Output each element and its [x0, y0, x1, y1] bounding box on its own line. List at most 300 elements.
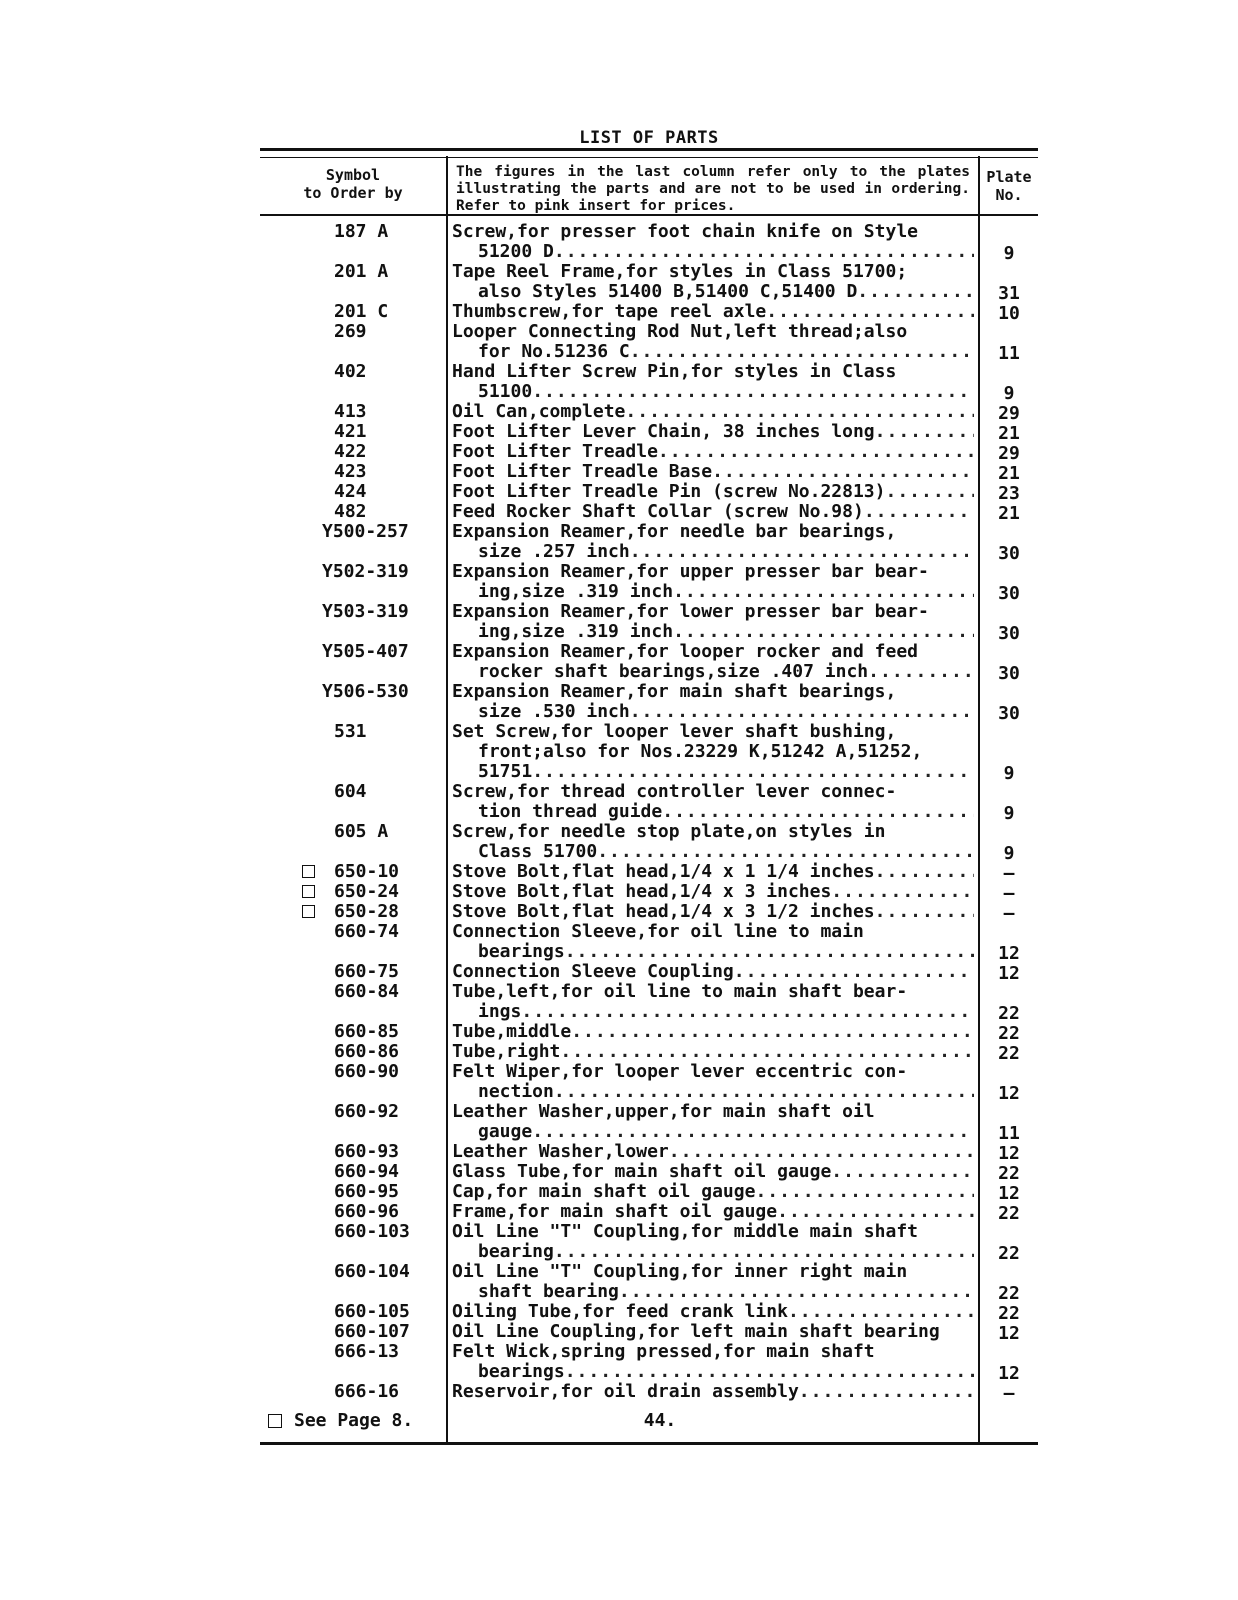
description-text: Thumbscrew,for tape reel axle: [452, 302, 767, 322]
parts-table: [260, 156, 1038, 1445]
dot-leader: [658, 442, 974, 462]
plate-number: 12: [998, 1323, 1020, 1344]
plate-number: 22: [998, 1003, 1020, 1024]
part-description: [452, 882, 974, 902]
dot-leader: [875, 902, 974, 922]
description-line: [452, 942, 974, 962]
part-symbol: 421: [334, 421, 367, 442]
part-description: [452, 1302, 974, 1322]
description-text: Oil Line Coupling,for left main shaft bearing: [452, 1322, 940, 1342]
description-text: Looper Connecting Rod Nut,left thread;also: [452, 322, 908, 342]
table-row: [260, 1102, 1038, 1142]
page-title: LIST OF PARTS: [579, 128, 719, 148]
table-row: [260, 1022, 1038, 1042]
description-text: Foot Lifter Lever Chain, 38 inches long: [452, 422, 875, 442]
table-row: [260, 1262, 1038, 1302]
plate-number: 12: [998, 943, 1020, 964]
description-line: [452, 482, 974, 502]
part-symbol: 531: [334, 721, 367, 742]
description-text: Oiling Tube,for feed crank link: [452, 1302, 788, 1322]
description-line: [452, 682, 974, 702]
plate-number: 12: [998, 1143, 1020, 1164]
dot-leader: [799, 1382, 974, 1402]
description-text: Felt Wick,spring pressed,for main shaft: [452, 1342, 875, 1362]
part-description: [452, 422, 974, 442]
description-text: bearing: [478, 1242, 554, 1262]
header-plate: Plate No.: [986, 168, 1032, 204]
dot-leader: [875, 862, 974, 882]
description-text: bearings: [478, 942, 565, 962]
description-text: Expansion Reamer,for upper presser bar bear-: [452, 562, 929, 582]
part-symbol: 269: [334, 321, 367, 342]
part-description: [452, 1142, 974, 1162]
dot-leader: [521, 1002, 974, 1022]
description-text: Expansion Reamer,for main shaft bearings,: [452, 682, 897, 702]
part-symbol: 666-16: [334, 1381, 400, 1402]
description-text: Leather Washer,upper,for main shaft oil: [452, 1102, 875, 1122]
dot-leader: [857, 282, 974, 302]
description-line: [452, 342, 974, 362]
description-line: [452, 362, 974, 382]
part-symbol: 660-103: [334, 1221, 410, 1242]
description-line: [452, 582, 974, 602]
table-row: [260, 982, 1038, 1022]
part-symbol: 424: [334, 481, 367, 502]
description-line: [452, 782, 974, 802]
description-line: [452, 502, 974, 522]
description-text: rocker shaft bearings,size .407 inch: [478, 662, 869, 682]
plate-number: 21: [998, 423, 1020, 444]
description-text: Stove Bolt,flat head,1/4 x 3 1/2 inches: [452, 902, 875, 922]
dot-leader: [554, 1242, 974, 1262]
table-row: [260, 922, 1038, 962]
table-row: [260, 962, 1038, 982]
part-description: [452, 362, 974, 402]
plate-number: 29: [998, 403, 1020, 424]
part-symbol: 482: [334, 501, 367, 522]
description-line: [452, 642, 974, 662]
part-symbol: Y502-319: [322, 561, 409, 582]
table-row: [260, 882, 1038, 902]
description-text: Glass Tube,for main shaft oil gauge: [452, 1162, 832, 1182]
table-row: [260, 1222, 1038, 1262]
description-line: [452, 1002, 974, 1022]
part-symbol: 660-107: [334, 1321, 410, 1342]
description-line: [452, 282, 974, 302]
description-text: Frame,for main shaft oil gauge: [452, 1202, 778, 1222]
description-text: ing,size .319 inch: [478, 622, 674, 642]
description-line: [452, 662, 974, 682]
description-line: [452, 402, 974, 422]
dot-leader: [625, 402, 974, 422]
plate-number: —: [1003, 1383, 1015, 1404]
table-row: [260, 1162, 1038, 1182]
part-description: [452, 1202, 974, 1222]
part-symbol: 650-10: [334, 861, 400, 882]
description-line: [452, 1282, 974, 1302]
description-line: [452, 442, 974, 462]
part-symbol: 187 A: [334, 221, 389, 242]
part-description: [452, 1062, 974, 1102]
description-text: Expansion Reamer,for looper rocker and feed: [452, 642, 918, 662]
dot-leader: [571, 1022, 974, 1042]
part-description: [452, 502, 974, 522]
table-row: [260, 402, 1038, 422]
part-description: [452, 1182, 974, 1202]
part-description: [452, 982, 974, 1022]
dot-leader: [630, 342, 974, 362]
checkbox-square-icon: [302, 905, 315, 918]
description-line: [452, 1182, 974, 1202]
part-description: [452, 1162, 974, 1182]
dot-leader: [777, 1202, 974, 1222]
checkbox-square-icon: [268, 1414, 282, 1428]
plate-number: 30: [998, 703, 1020, 724]
part-symbol: 660-84: [334, 981, 400, 1002]
table-row: [260, 562, 1038, 602]
part-description: [452, 1382, 974, 1402]
footer-note-text: See Page 8.: [294, 1410, 414, 1431]
description-text: Foot Lifter Treadle: [452, 442, 658, 462]
description-text: Connection Sleeve Coupling: [452, 962, 734, 982]
part-symbol: Y506-530: [322, 681, 409, 702]
description-text: ing,size .319 inch: [478, 582, 674, 602]
description-text: front;also for Nos.23229 K,51242 A,51252,: [478, 742, 923, 762]
dot-leader: [532, 762, 974, 782]
description-text: for No.51236 C: [478, 342, 630, 362]
description-line: [452, 862, 974, 882]
table-row: [260, 462, 1038, 482]
table-row: [260, 682, 1038, 722]
description-text: gauge: [478, 1122, 533, 1142]
description-line: [452, 702, 974, 722]
table-row: [260, 1142, 1038, 1162]
dot-leader: [788, 1302, 974, 1322]
dot-leader: [734, 962, 974, 982]
dot-leader: [532, 1122, 974, 1142]
table-row: [260, 1042, 1038, 1062]
description-line: [452, 1322, 974, 1342]
part-symbol: Y503-319: [322, 601, 409, 622]
part-description: [452, 1042, 974, 1062]
dot-leader: [597, 842, 974, 862]
dot-leader: [565, 942, 974, 962]
table-row: [260, 302, 1038, 322]
plate-number: 21: [998, 503, 1020, 524]
table-row: [260, 322, 1038, 362]
part-description: [452, 222, 974, 262]
table-row: [260, 902, 1038, 922]
part-symbol: 604: [334, 781, 367, 802]
plate-number: 30: [998, 623, 1020, 644]
description-line: [452, 262, 974, 282]
part-symbol: 605 A: [334, 821, 389, 842]
part-symbol: 423: [334, 461, 367, 482]
description-text: Expansion Reamer,for needle bar bearings,: [452, 522, 897, 542]
plate-number: 31: [998, 283, 1020, 304]
plate-number: 30: [998, 543, 1020, 564]
part-description: [452, 682, 974, 722]
plate-number: 30: [998, 663, 1020, 684]
dot-leader: [662, 802, 974, 822]
description-line: [452, 742, 974, 762]
part-description: [452, 322, 974, 362]
description-text: Tube,left,for oil line to main shaft bear-: [452, 982, 908, 1002]
part-symbol: 660-94: [334, 1161, 400, 1182]
dot-leader: [885, 482, 974, 502]
dot-leader: [755, 1182, 974, 1202]
description-line: [452, 462, 974, 482]
description-line: [452, 562, 974, 582]
description-text: Screw,for needle stop plate,on styles in: [452, 822, 886, 842]
part-symbol: 402: [334, 361, 367, 382]
dot-leader: [565, 1362, 974, 1382]
plate-number: 9: [1003, 803, 1015, 824]
part-symbol: 666-13: [334, 1341, 400, 1362]
description-line: [452, 842, 974, 862]
table-row: [260, 482, 1038, 502]
table-row: [260, 522, 1038, 562]
table-row: [260, 222, 1038, 262]
dot-leader: [560, 1042, 974, 1062]
part-description: [452, 1342, 974, 1382]
part-description: [452, 402, 974, 422]
description-text: Felt Wiper,for looper lever eccentric con-: [452, 1062, 908, 1082]
table-row: [260, 642, 1038, 682]
description-line: [452, 222, 974, 242]
description-text: 51200 D: [478, 242, 554, 262]
description-line: [452, 1062, 974, 1082]
table-body: [260, 222, 1038, 1402]
part-symbol: 660-74: [334, 921, 400, 942]
plate-number: 29: [998, 443, 1020, 464]
part-symbol: 660-105: [334, 1301, 410, 1322]
plate-number: 22: [998, 1303, 1020, 1324]
description-line: [452, 762, 974, 782]
table-row: [260, 862, 1038, 882]
description-line: [452, 1202, 974, 1222]
description-line: [452, 882, 974, 902]
description-text: bearings: [478, 1362, 565, 1382]
part-description: [452, 522, 974, 562]
description-text: Class 51700: [478, 842, 598, 862]
part-description: [452, 1262, 974, 1302]
checkbox-square-icon: [302, 885, 315, 898]
part-description: [452, 862, 974, 882]
checkbox-square-icon: [302, 865, 315, 878]
description-text: tion thread guide: [478, 802, 663, 822]
table-row: [260, 1062, 1038, 1102]
description-text: Connection Sleeve,for oil line to main: [452, 922, 864, 942]
part-description: [452, 482, 974, 502]
part-symbol: 660-75: [334, 961, 400, 982]
plate-number: 22: [998, 1243, 1020, 1264]
description-text: Tape Reel Frame,for styles in Class 51700;: [452, 262, 908, 282]
description-text: size .257 inch: [478, 542, 630, 562]
part-symbol: 660-86: [334, 1041, 400, 1062]
plate-number: 9: [1003, 243, 1015, 264]
dot-leader: [532, 382, 974, 402]
dot-leader: [868, 662, 974, 682]
description-text: Cap,for main shaft oil gauge: [452, 1182, 756, 1202]
description-text: Screw,for presser foot chain knife on Style: [452, 222, 918, 242]
description-text: Leather Washer,lower: [452, 1142, 669, 1162]
dot-leader: [712, 462, 974, 482]
part-symbol: Y505-407: [322, 641, 409, 662]
description-line: [452, 422, 974, 442]
table-row: [260, 602, 1038, 642]
description-text: size .530 inch: [478, 702, 630, 722]
description-line: [452, 1142, 974, 1162]
plate-number: 22: [998, 1163, 1020, 1184]
table-row: [260, 1342, 1038, 1382]
part-description: [452, 822, 974, 862]
description-line: [452, 802, 974, 822]
table-row: [260, 362, 1038, 402]
part-symbol: 660-93: [334, 1141, 400, 1162]
plate-number: 12: [998, 1183, 1020, 1204]
part-symbol: 201 C: [334, 301, 389, 322]
description-text: Set Screw,for looper lever shaft bushing,: [452, 722, 897, 742]
description-line: [452, 982, 974, 1002]
part-symbol: 660-90: [334, 1061, 400, 1082]
description-line: [452, 1302, 974, 1322]
dot-leader: [630, 702, 974, 722]
description-line: [452, 522, 974, 542]
table-row: [260, 822, 1038, 862]
description-line: [452, 1262, 974, 1282]
plate-number: 12: [998, 1083, 1020, 1104]
plate-number: 12: [998, 963, 1020, 984]
dot-leader: [831, 882, 974, 902]
part-symbol: Y500-257: [322, 521, 409, 542]
part-description: [452, 602, 974, 642]
description-text: Screw,for thread controller lever connec-: [452, 782, 897, 802]
dot-leader: [673, 582, 974, 602]
description-text: Expansion Reamer,for lower presser bar bear-: [452, 602, 929, 622]
description-line: [452, 962, 974, 982]
description-text: also Styles 51400 B,51400 C,51400 D: [478, 282, 858, 302]
dot-leader: [875, 422, 974, 442]
description-line: [452, 1242, 974, 1262]
plate-number: 9: [1003, 843, 1015, 864]
part-description: [452, 782, 974, 822]
description-line: [452, 1222, 974, 1242]
part-symbol: 660-85: [334, 1021, 400, 1042]
description-text: 51751: [478, 762, 533, 782]
part-symbol: 660-104: [334, 1261, 410, 1282]
part-symbol: 413: [334, 401, 367, 422]
plate-number: 11: [998, 343, 1020, 364]
part-description: [452, 1022, 974, 1042]
description-line: [452, 602, 974, 622]
footer-note: [268, 1410, 413, 1431]
description-text: nection: [478, 1082, 554, 1102]
header-symbol: Symbol to Order by: [303, 166, 403, 202]
plate-number: 23: [998, 483, 1020, 504]
description-line: [452, 1382, 974, 1402]
description-line: [452, 1042, 974, 1062]
description-line: [452, 1122, 974, 1142]
part-description: [452, 642, 974, 682]
dot-leader: [630, 542, 974, 562]
table-row: [260, 422, 1038, 442]
part-description: [452, 962, 974, 982]
plate-number: 9: [1003, 383, 1015, 404]
dot-leader: [554, 242, 974, 262]
plate-number: 22: [998, 1043, 1020, 1064]
dot-leader: [864, 502, 974, 522]
description-line: [452, 1362, 974, 1382]
plate-number: 10: [998, 303, 1020, 324]
table-row: [260, 1322, 1038, 1342]
plate-number: 21: [998, 463, 1020, 484]
plate-number: —: [1003, 863, 1015, 884]
part-symbol: 422: [334, 441, 367, 462]
description-line: [452, 1342, 974, 1362]
description-text: Reservoir,for oil drain assembly: [452, 1382, 799, 1402]
description-text: Oil Line "T" Coupling,for inner right main: [452, 1262, 908, 1282]
description-line: [452, 322, 974, 342]
plate-number: 11: [998, 1123, 1020, 1144]
plate-number: —: [1003, 903, 1015, 924]
part-description: [452, 1222, 974, 1262]
description-text: Oil Line "T" Coupling,for middle main shaft: [452, 1222, 918, 1242]
description-line: [452, 902, 974, 922]
part-description: [452, 1102, 974, 1142]
description-line: [452, 622, 974, 642]
description-line: [452, 382, 974, 402]
part-symbol: 660-96: [334, 1201, 400, 1222]
plate-number: —: [1003, 883, 1015, 904]
part-description: [452, 442, 974, 462]
part-description: [452, 1322, 974, 1342]
part-symbol: 660-92: [334, 1101, 400, 1122]
table-row: [260, 1382, 1038, 1402]
dot-leader: [554, 1082, 974, 1102]
description-text: Stove Bolt,flat head,1/4 x 1 1/4 inches: [452, 862, 875, 882]
table-row: [260, 1202, 1038, 1222]
description-text: Feed Rocker Shaft Collar (screw No.98): [452, 502, 864, 522]
table-row: [260, 722, 1038, 782]
dot-leader: [669, 1142, 974, 1162]
dot-leader: [619, 1282, 974, 1302]
part-symbol: 650-28: [334, 901, 400, 922]
description-line: [452, 922, 974, 942]
table-row: [260, 442, 1038, 462]
description-line: [452, 822, 974, 842]
plate-number: 22: [998, 1203, 1020, 1224]
part-description: [452, 902, 974, 922]
description-text: Foot Lifter Treadle Pin (screw No.22813): [452, 482, 886, 502]
part-symbol: 660-95: [334, 1181, 400, 1202]
plate-number: 22: [998, 1023, 1020, 1044]
description-line: [452, 242, 974, 262]
plate-number: 12: [998, 1363, 1020, 1384]
description-text: 51100: [478, 382, 533, 402]
description-line: [452, 722, 974, 742]
description-text: Foot Lifter Treadle Base: [452, 462, 713, 482]
part-description: [452, 722, 974, 782]
dot-leader: [831, 1162, 974, 1182]
table-row: [260, 502, 1038, 522]
page-number: 44.: [643, 1410, 677, 1431]
description-line: [452, 542, 974, 562]
plate-number: 22: [998, 1283, 1020, 1304]
table-row: [260, 1302, 1038, 1322]
table-row: [260, 262, 1038, 302]
part-description: [452, 262, 974, 302]
